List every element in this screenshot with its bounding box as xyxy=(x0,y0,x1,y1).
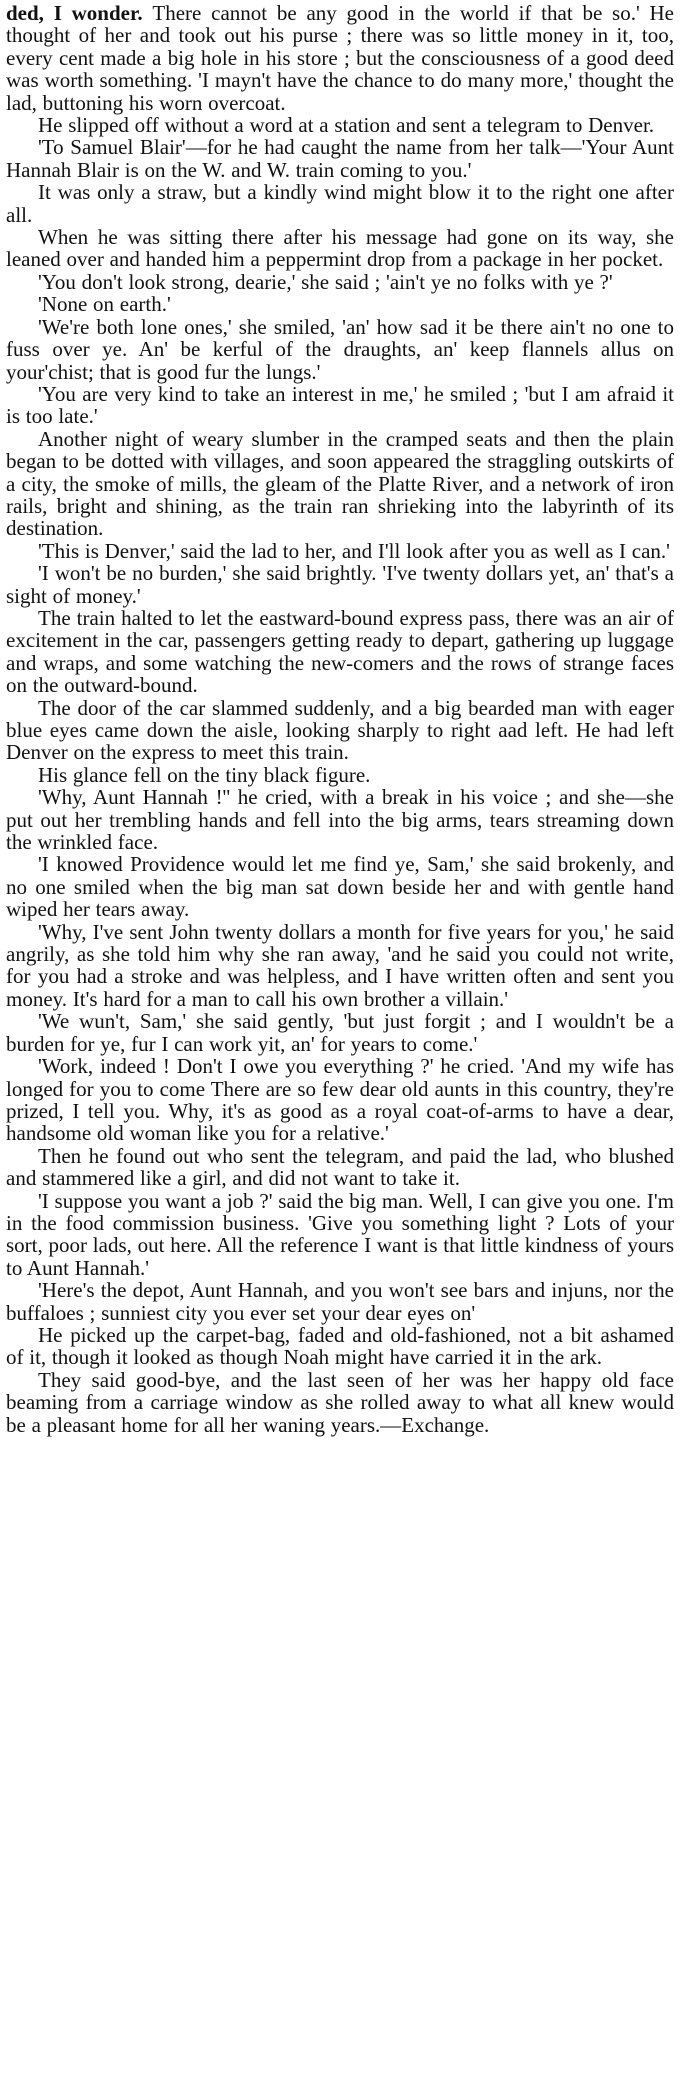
paragraph: The train halted to let the eastward-bound express pass, there was an air of excitement in the car, passengers getting ready to depart, gathering up luggage and wraps, and some watching the new-comers and the rows of strange faces on the outward-bound. xyxy=(6,605,674,698)
paragraph: 'This is Denver,' said the lad to her, and I'll look after you as well as I can.' xyxy=(38,538,670,563)
paragraph: 'We're both lone ones,' she smiled, 'an' how sad it be there ain't no one to fuss over ye. An' be kerful of the draughts, an' keep flannels allus on your'chist; that is good fur the lungs.' xyxy=(6,314,674,384)
paragraph: 'I won't be no burden,' she said brightly. 'I've twenty dollars yet, an' that's a sight of money.' xyxy=(6,561,674,608)
paragraph: 'We wun't, Sam,' she said gently, 'but just forgit ; and I wouldn't be a burden for ye, fur I can work yit, an' for years to come.' xyxy=(6,1009,674,1056)
paragraph: 'Here's the depot, Aunt Hannah, and you won't see bars and injuns, nor the buffaloes ; sunniest city you ever set your dear eyes on' xyxy=(6,1278,674,1325)
paragraph: ded, I wonder. There cannot be any good in the world if that be so.' He thought of her and took out his purse ; there was so little money in it, too, every cent made a big hole in his store ; but the consciousness of a good deed was worth something. 'I mayn't have the chance to do many more,' thought the lad, buttoning his worn overcoat. xyxy=(6,1,674,115)
paragraph: 'You don't look strong, dearie,' she said ; 'ain't ye no folks with ye ?' xyxy=(38,269,613,294)
paragraph: When he was sitting there after his message had gone on its way, she leaned over and handed him a peppermint drop from a package in her pocket. xyxy=(6,225,674,272)
paragraph: 'None on earth.' xyxy=(38,292,171,317)
paragraph: 'Why, I've sent John twenty dollars a month for five years for you,' he said angrily, as she told him why she ran away, 'and he said you could not write, for you had a stroke and was helpless, and I have written often and sent you money. It's hard for a man to call his own brother a villain.' xyxy=(6,919,674,1011)
paragraph: It was only a straw, but a kindly wind might blow it to the right one after all. xyxy=(6,180,674,227)
paragraph: 'Work, indeed ! Don't I owe you everything ?' he cried. 'And my wife has longed for you to come There are so few dear old aunts in this country, they're prized, I tell you. Why, it's as good as a royal coat-of-arms to have a dear, handsome old woman like you for a relative.' xyxy=(6,1054,674,1146)
article-column xyxy=(6,2,674,1436)
paragraph: 'Why, Aunt Hannah !'' he cried, with a break in his voice ; and she—she put out her trembling hands and fell into the big arms, tears streaming down the wrinkled face. xyxy=(6,785,674,855)
paragraph: He slipped off without a word at a station and sent a telegram to Denver. xyxy=(38,113,655,138)
paragraph: 'To Samuel Blair'—for he had caught the name from her talk—'Your Aunt Hannah Blair is on the W. and W. train coming to you.' xyxy=(6,135,674,182)
paragraph: They said good-bye, and the last seen of her was her happy old face beaming from a carriage window as she rolled away to what all knew would be a pleasant home for all her waning years.—Exchange. xyxy=(6,1367,674,1437)
paragraph: His glance fell on the tiny black figure. xyxy=(38,762,371,787)
paragraph: Then he found out who sent the telegram, and paid the lad, who blushed and stammered like a girl, and did not want to take it. xyxy=(6,1143,674,1191)
lead-text: ded, I wonder. xyxy=(6,1,153,25)
paragraph: He picked up the carpet-bag, faded and old-fashioned, not a bit ashamed of it, though it looked as though Noah might have carried it in the ark. xyxy=(6,1322,674,1370)
paragraph: 'I knowed Providence would let me find ye, Sam,' she said brokenly, and no one smiled when the big man sat down beside her and with gentle hand wiped her tears away. xyxy=(6,852,674,922)
paragraph: Another night of weary slumber in the cramped seats and then the plain began to be dotted with villages, and soon appeared the straggling outskirts of a city, the smoke of mills, the gleam of the Platte River, and a network of iron rails, bright and shining, as the train ran shrieking into the labyrinth of its destination. xyxy=(6,426,674,541)
paragraph: 'You are very kind to take an interest in me,' he smiled ; 'but I am afraid it is too late.' xyxy=(6,381,674,429)
paragraph: The door of the car slammed suddenly, and a big bearded man with eager blue eyes came down the aisle, looking sharply to right aad left. He had left Denver on the express to meet this train. xyxy=(6,695,674,765)
paragraph: 'I suppose you want a job ?' said the big man. Well, I can give you one. I'm in the food commission business. 'Give you something light ? Lots of your sort, poor lads, out here. All the reference I want is that little kindness of yours to Aunt Hannah.' xyxy=(6,1188,674,1280)
